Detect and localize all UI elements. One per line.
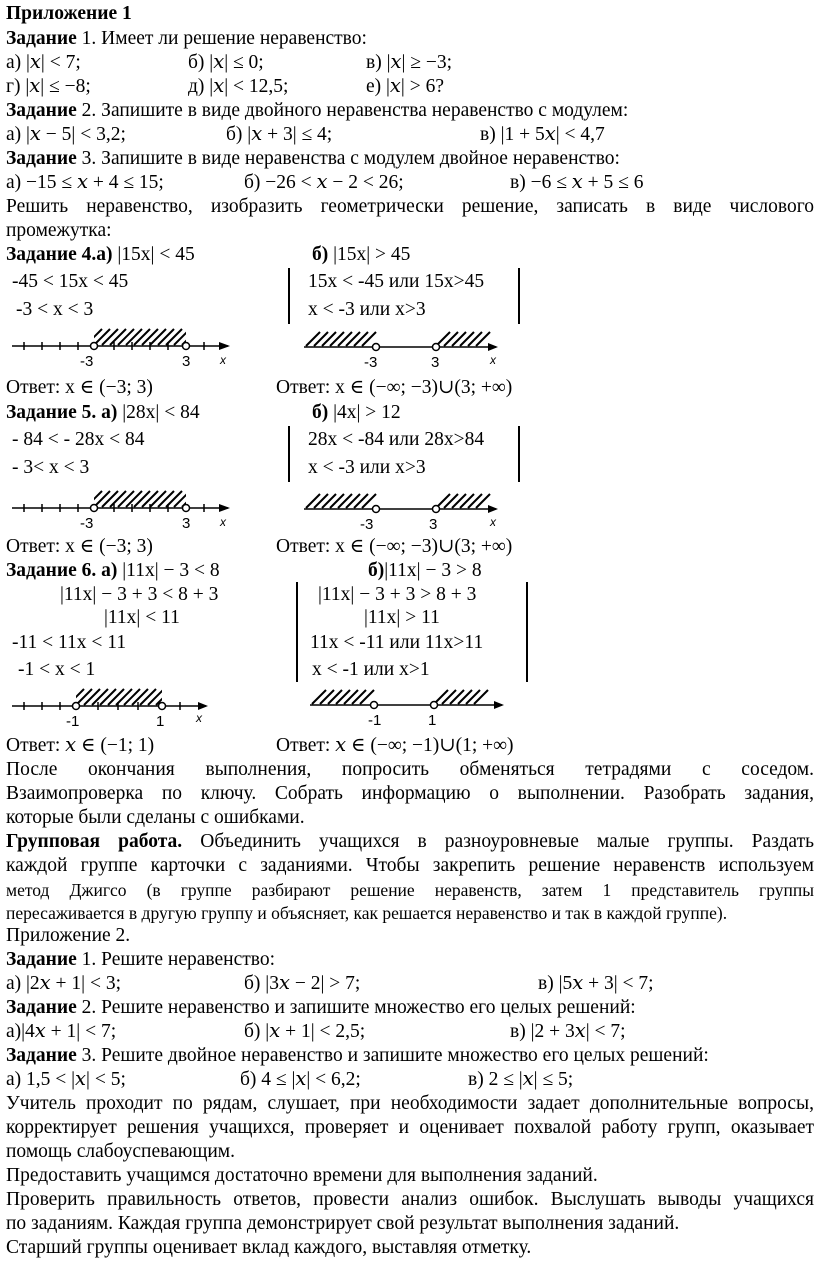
open-point-icon	[373, 506, 380, 513]
task-4-divider-right	[518, 268, 520, 324]
task-6-right-step-3: 11x < -11 или 11x>11	[310, 632, 484, 653]
axis-label: x	[490, 353, 496, 367]
p2-task-2-item-a: а)|4𝑥 + 1| < 7;	[6, 1021, 117, 1042]
after-line-1: После окончания выполнения, попросить обменяться тетрадями с соседом.	[6, 759, 814, 780]
task-4-left-step-2: -3 < x < 3	[16, 299, 94, 320]
tick-label: 3	[182, 353, 191, 370]
open-point-icon	[73, 703, 80, 710]
p2-task-3-item-c: в) 2 ≤ |𝑥| ≤ 5;	[468, 1069, 574, 1090]
task-3-item-b: б) −26 < 𝑥 − 2 < 26;	[244, 172, 404, 193]
task-4-left-step-1: -45 < 15x < 45	[12, 271, 129, 292]
group-work-line-4: пересаживается в другую группу и объясняет, как решается неравенство и так в каждой группе).	[6, 903, 728, 923]
task-3-item-a: а) −15 ≤ 𝑥 + 4 ≤ 15;	[6, 172, 164, 193]
p2-task-1-item-b: б) |3𝑥 − 2| > 7;	[244, 973, 361, 994]
task-4a-number-line	[10, 326, 240, 370]
check-line-2: по заданиям. Каждая группа демонстрирует свой результат выполнения заданий.	[6, 1213, 680, 1234]
task-6-heading-b: б)|11x| − 3 > 8	[368, 560, 482, 581]
axis-label: x	[220, 353, 226, 367]
task-5a-number-line	[10, 488, 240, 532]
task-6-left-step-2: |11x| < 11	[104, 607, 180, 628]
tick-label: 3	[182, 515, 191, 532]
task-5b-answer: Ответ: x ∈ (−∞; −3)∪(3; +∞)	[276, 536, 513, 557]
task-6-left-step-1: |11x| − 3 + 3 < 8 + 3	[60, 584, 219, 605]
solve-intro-line-2: промежутка:	[6, 220, 112, 241]
open-point-icon	[371, 702, 378, 709]
task-4-right-step-2: x < -3 или x>3	[308, 299, 426, 320]
tick-label: -3	[80, 353, 94, 370]
task-5-divider-left	[288, 426, 290, 482]
p2-task-3-item-b: б) 4 ≤ |𝑥| < 6,2;	[240, 1069, 361, 1090]
task-4-divider-left	[288, 268, 290, 324]
tick-label: 1	[428, 712, 437, 729]
task-5-left-step-2: - 3< x < 3	[12, 457, 90, 478]
p2-task-2-item-c: в) |2 + 3𝑥| < 7;	[510, 1021, 626, 1042]
open-point-icon	[91, 343, 98, 350]
senior-line: Старший группы оценивает вклад каждого, выставляя отметку.	[6, 1237, 532, 1258]
open-point-icon	[373, 344, 380, 351]
task-5b-number-line	[300, 490, 510, 534]
tick-label: -1	[368, 712, 382, 729]
task-6-right-step-4: x < -1 или x>1	[312, 659, 430, 680]
tick-label: -1	[66, 713, 80, 730]
task-1-item-a: а) |𝑥| < 7;	[6, 52, 81, 73]
group-work-line-3: метод Джигсо (в группе разбирают решение неравенств, затем 1 представитель группы	[6, 880, 814, 900]
task-1-item-e: д) |𝑥| < 12,5;	[188, 76, 289, 97]
task-6-divider-left	[296, 582, 298, 682]
p2-task-3-item-a: а) 1,5 < |𝑥| < 5;	[6, 1069, 126, 1090]
task-1-item-f: е) |𝑥| > 6?	[366, 76, 444, 97]
p2-task-1-heading: Задание 1. Решите неравенство:	[6, 949, 276, 970]
tick-label: 3	[431, 354, 440, 371]
axis-label: x	[220, 515, 226, 529]
task-2-item-c: в) |1 + 5𝑥| < 4,7	[480, 124, 605, 145]
p2-task-3-heading: Задание 3. Решите двойное неравенство и запишите множество его целых решений:	[6, 1045, 709, 1066]
after-line-2: Взаимопроверка по ключу. Собрать информацию о выполнении. Разобрать задания,	[6, 783, 814, 804]
task-5-divider-right	[518, 426, 520, 482]
task-1-heading: Задание 1. Имеет ли решение неравенство:	[6, 28, 367, 49]
task-6-heading-a: Задание 6. а) |11x| − 3 < 8	[6, 560, 220, 581]
task-5-heading-b: б) |4x| > 12	[312, 402, 401, 423]
task-4-heading-a: Задание 4.а) |15x| < 45	[6, 244, 195, 265]
task-1-item-d: г) |𝑥| ≤ −8;	[6, 76, 91, 97]
tick-label: -3	[80, 515, 94, 532]
task-6a-number-line	[10, 686, 220, 730]
tick-label: 3	[429, 516, 438, 533]
tick-label: -3	[364, 354, 378, 371]
task-6-right-step-1: |11x| − 3 + 3 > 8 + 3	[318, 584, 477, 605]
group-work-line-1: Групповая работа. Объединить учащихся в разноуровневые малые группы. Раздать	[6, 831, 814, 852]
task-5-right-step-2: x < -3 или x>3	[308, 457, 426, 478]
task-4-heading-b: б) |15x| > 45	[312, 244, 411, 265]
open-point-icon	[433, 344, 440, 351]
task-5-heading-a: Задание 5. а) |28x| < 84	[6, 402, 200, 423]
group-work-line-2: каждой группе карточки с заданиями. Чтобы закрепить решение неравенств используем	[6, 855, 814, 876]
p2-task-1-item-c: в) |5𝑥 + 3| < 7;	[538, 973, 654, 994]
task-6-divider-right	[526, 582, 528, 682]
teacher-line-1: Учитель проходит по рядам, слушает, при необходимости задает дополнительные вопросы,	[6, 1093, 814, 1114]
task-4b-answer: Ответ: x ∈ (−∞; −3)∪(3; +∞)	[276, 377, 513, 398]
open-point-icon	[183, 343, 190, 350]
task-1-item-c: в) |𝑥| ≥ −3;	[366, 52, 452, 73]
teacher-line-2: корректирует решения учащихся, проверяет и оценивает похвалой работу групп, оказывает	[6, 1117, 814, 1138]
task-5a-answer: Ответ: x ∈ (−3; 3)	[6, 536, 153, 557]
task-2-heading: Задание 2. Запишите в виде двойного неравенства неравенство с модулем:	[6, 100, 629, 121]
p2-task-2-heading: Задание 2. Решите неравенство и запишите множество его целых решений:	[6, 997, 636, 1018]
open-point-icon	[159, 703, 166, 710]
time-line: Предоставить учащимся достаточно времени для выполнения заданий.	[6, 1165, 598, 1186]
open-point-icon	[431, 702, 438, 709]
task-5-right-step-1: 28x < -84 или 28x>84	[308, 429, 485, 450]
axis-label: x	[196, 711, 202, 725]
axis-label: x	[490, 515, 496, 529]
task-2-item-b: б) |𝑥 + 3| ≤ 4;	[226, 124, 333, 145]
task-6a-answer: Ответ: 𝑥 ∈ (−1; 1)	[6, 735, 155, 756]
task-6-left-step-4: -1 < x < 1	[18, 659, 96, 680]
task-2-item-a: а) |𝑥 − 5| < 3,2;	[6, 124, 126, 145]
task-3-item-c: в) −6 ≤ 𝑥 + 5 ≤ 6	[510, 172, 644, 193]
p2-task-2-item-b: б) |𝑥 + 1| < 2,5;	[244, 1021, 366, 1042]
task-6b-number-line	[306, 686, 516, 730]
appendix-1-title: Приложение 1	[6, 3, 132, 24]
task-1-item-b: б) |𝑥| ≤ 0;	[188, 52, 264, 73]
open-point-icon	[183, 505, 190, 512]
open-point-icon	[91, 505, 98, 512]
task-3-heading: Задание 3. Запишите в виде неравенства с модулем двойное неравенство:	[6, 148, 620, 169]
task-6-left-step-3: -11 < 11x < 11	[12, 632, 127, 653]
task-4-right-step-1: 15x < -45 или 15x>45	[308, 271, 485, 292]
teacher-line-3: помощь слабоуспевающим.	[6, 1141, 235, 1162]
task-6b-answer: Ответ: 𝑥 ∈ (−∞; −1)∪(1; +∞)	[276, 735, 514, 756]
after-line-3: которые были сделаны с ошибками.	[6, 807, 305, 828]
tick-label: 1	[156, 713, 165, 730]
task-4b-number-line	[300, 328, 510, 372]
appendix-2-title: Приложение 2.	[6, 925, 131, 946]
tick-label: -3	[360, 516, 374, 533]
task-5-left-step-1: - 84 < - 28x < 84	[12, 429, 145, 450]
p2-task-1-item-a: а) |2𝑥 + 1| < 3;	[6, 973, 121, 994]
open-point-icon	[433, 506, 440, 513]
solve-intro-line-1: Решить неравенство, изобразить геометрически решение, записать в виде числового	[6, 196, 814, 217]
check-line-1: Проверить правильность ответов, провести анализ ошибок. Выслушать выводы учащихся	[6, 1189, 814, 1210]
task-6-right-step-2: |11x| > 11	[364, 607, 440, 628]
task-4a-answer: Ответ: x ∈ (−3; 3)	[6, 377, 153, 398]
